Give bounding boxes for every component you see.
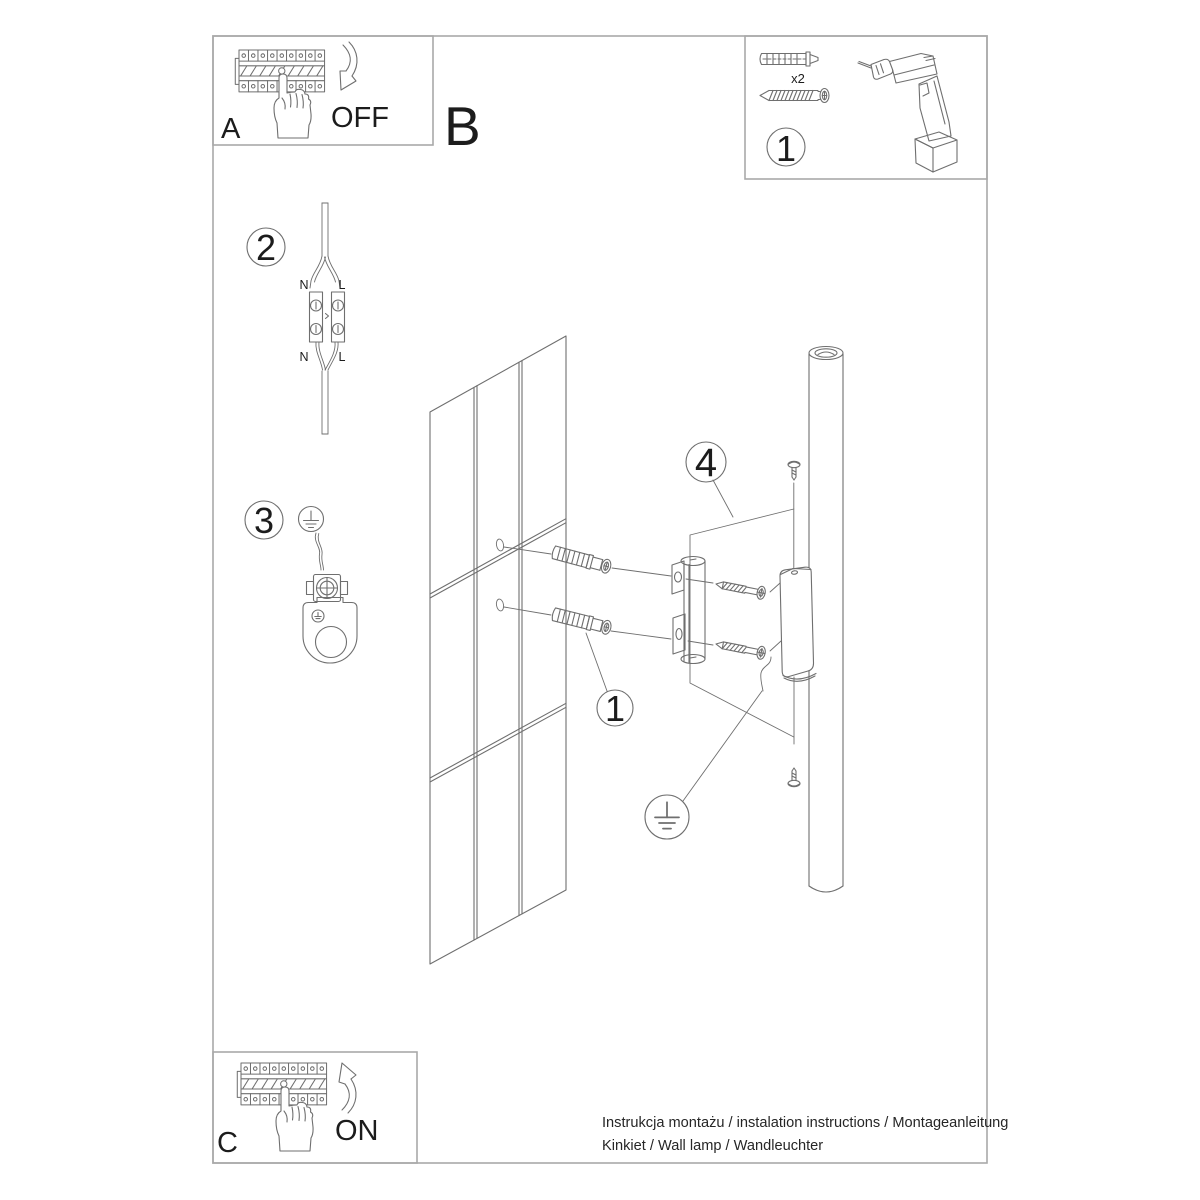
tiled-wall (430, 336, 566, 964)
wire-n-top-label: N (299, 278, 309, 292)
mounting-bracket (672, 557, 705, 664)
set-screw-top (788, 461, 800, 480)
page-border (213, 36, 987, 1163)
drill-holes (496, 538, 551, 615)
step-2-number: 2 (255, 227, 277, 268)
earth-symbol-large (645, 691, 762, 839)
step-1-number: 1 (775, 128, 797, 169)
footer-line-2: Kinkiet / Wall lamp / Wandleuchter (602, 1138, 824, 1154)
step-4-number: 4 (694, 441, 718, 485)
footer-line-1: Instrukcja montażu / instalation instructions / Montageanleitung (602, 1115, 1009, 1131)
ground-wire (315, 533, 323, 570)
screw-icon (760, 89, 829, 103)
ground-wire-hook (761, 657, 771, 691)
wire-l-bottom-label: L (338, 350, 346, 364)
lamp-tube (809, 347, 843, 893)
wall-anchor-1 (551, 545, 612, 574)
lamp-bracket-plate (303, 598, 357, 664)
anchor-callout (586, 633, 633, 729)
wall-anchor-2 (551, 607, 612, 635)
panel-a-label: A (221, 113, 241, 145)
off-arrow-icon (340, 42, 357, 90)
wire-n-bottom-label: N (299, 350, 309, 364)
power-cable-top (310, 203, 340, 288)
power-cable-bottom (316, 342, 338, 434)
panel-b-label: B (444, 95, 481, 157)
terminal-block (310, 292, 345, 342)
wire-l-top-label: L (338, 278, 346, 292)
earth-symbol-small (299, 507, 324, 532)
mounting-screw-2 (715, 638, 767, 660)
drill-icon (858, 54, 957, 173)
on-label: ON (335, 1115, 379, 1147)
anchor-callout-number: 1 (604, 688, 626, 729)
set-screw-bottom (788, 768, 800, 787)
panel-c-label: C (217, 1127, 238, 1159)
off-label: OFF (331, 102, 389, 134)
assembly-guide-lines (611, 568, 789, 651)
on-arrow-icon (339, 1063, 356, 1113)
mounting-screw-1 (715, 578, 767, 600)
canopy-illustration (780, 567, 816, 681)
anchor-qty-label: x2 (791, 71, 805, 86)
wall-plug-icon (760, 52, 818, 66)
step-3-number: 3 (253, 500, 275, 541)
